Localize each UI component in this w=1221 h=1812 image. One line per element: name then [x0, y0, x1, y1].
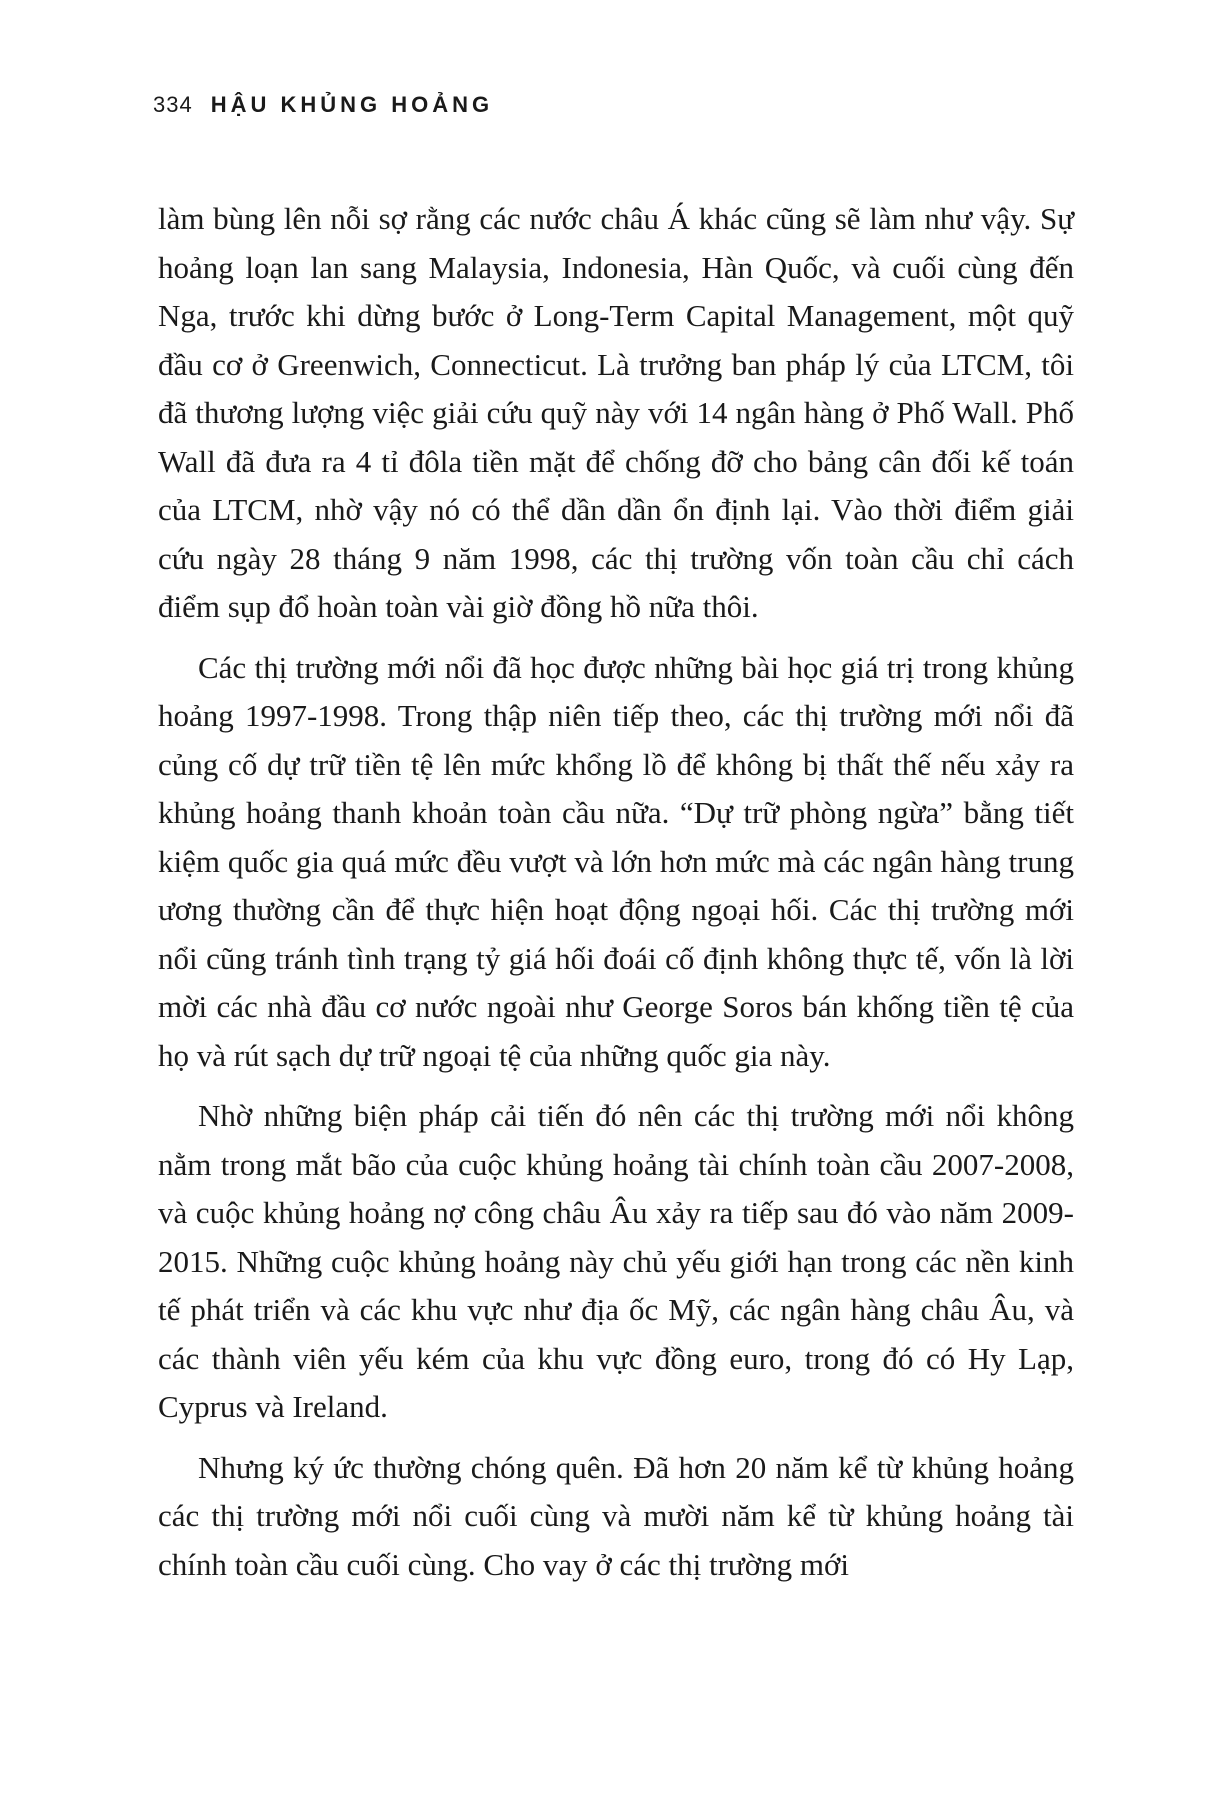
body-text — [158, 195, 1074, 1601]
book-title: HẬU KHỦNG HOẢNG — [210, 92, 494, 117]
running-head — [153, 92, 493, 122]
paragraph-3: Nhờ những biện pháp cải tiến đó nên các thị trường mới nổi không nằm trong mắt bão của cuộc khủng hoảng tài chính toàn cầu 2007-2008, và cuộc khủng hoảng nợ công châu Âu xảy ra tiếp sau đó vào năm 2009-2015. Những cuộc khủng hoảng này chủ yếu giới hạn trong các nền kinh tế phát triển và các khu vực như địa ốc Mỹ, các ngân hàng châu Âu, và các thành viên yếu kém của khu vực đồng euro, trong đó có Hy Lạp, Cyprus và Ireland. — [158, 1098, 1074, 1424]
paragraph-1: làm bùng lên nỗi sợ rằng các nước châu Á khác cũng sẽ làm như vậy. Sự hoảng loạn lan sang Malaysia, Indonesia, Hàn Quốc, và cuối cùng đến Nga, trước khi dừng bước ở Long-Term Capital Management, một quỹ đầu cơ ở Greenwich, Connecticut. Là trưởng ban pháp lý của LTCM, tôi đã thương lượng việc giải cứu quỹ này với 14 ngân hàng ở Phố Wall. Phố Wall đã đưa ra 4 tỉ đôla tiền mặt để chống đỡ cho bảng cân đối kế toán của LTCM, nhờ vậy nó có thể dần dần ổn định lại. Vào thời điểm giải cứu ngày 28 tháng 9 năm 1998, các thị trường vốn toàn cầu chỉ cách điểm sụp đổ hoàn toàn vài giờ đồng hồ nữa thôi. — [158, 201, 1074, 624]
paragraph-2: Các thị trường mới nổi đã học được những bài học giá trị trong khủng hoảng 1997-1998. Trong thập niên tiếp theo, các thị trường mới nổi đã củng cố dự trữ tiền tệ lên mức khổng lồ để không bị thất thế nếu xảy ra khủng hoảng thanh khoản toàn cầu nữa. “Dự trữ phòng ngừa” bằng tiết kiệm quốc gia quá mức đều vượt và lớn hơn mức mà các ngân hàng trung ương thường cần để thực hiện hoạt động ngoại hối. Các thị trường mới nổi cũng tránh tình trạng tỷ giá hối đoái cố định không thực tế, vốn là lời mời các nhà đầu cơ nước ngoài như George Soros bán khống tiền tệ của họ và rút sạch dự trữ ngoại tệ của những quốc gia này. — [158, 649, 1074, 1073]
page-number: 334 — [153, 92, 193, 117]
paragraph-4: Nhưng ký ức thường chóng quên. Đã hơn 20 năm kể từ khủng hoảng các thị trường mới nổi cuối cùng và mười năm kể từ khủng hoảng tài chính toàn cầu cuối cùng. Cho vay ở các thị trường mới — [158, 1449, 1074, 1582]
